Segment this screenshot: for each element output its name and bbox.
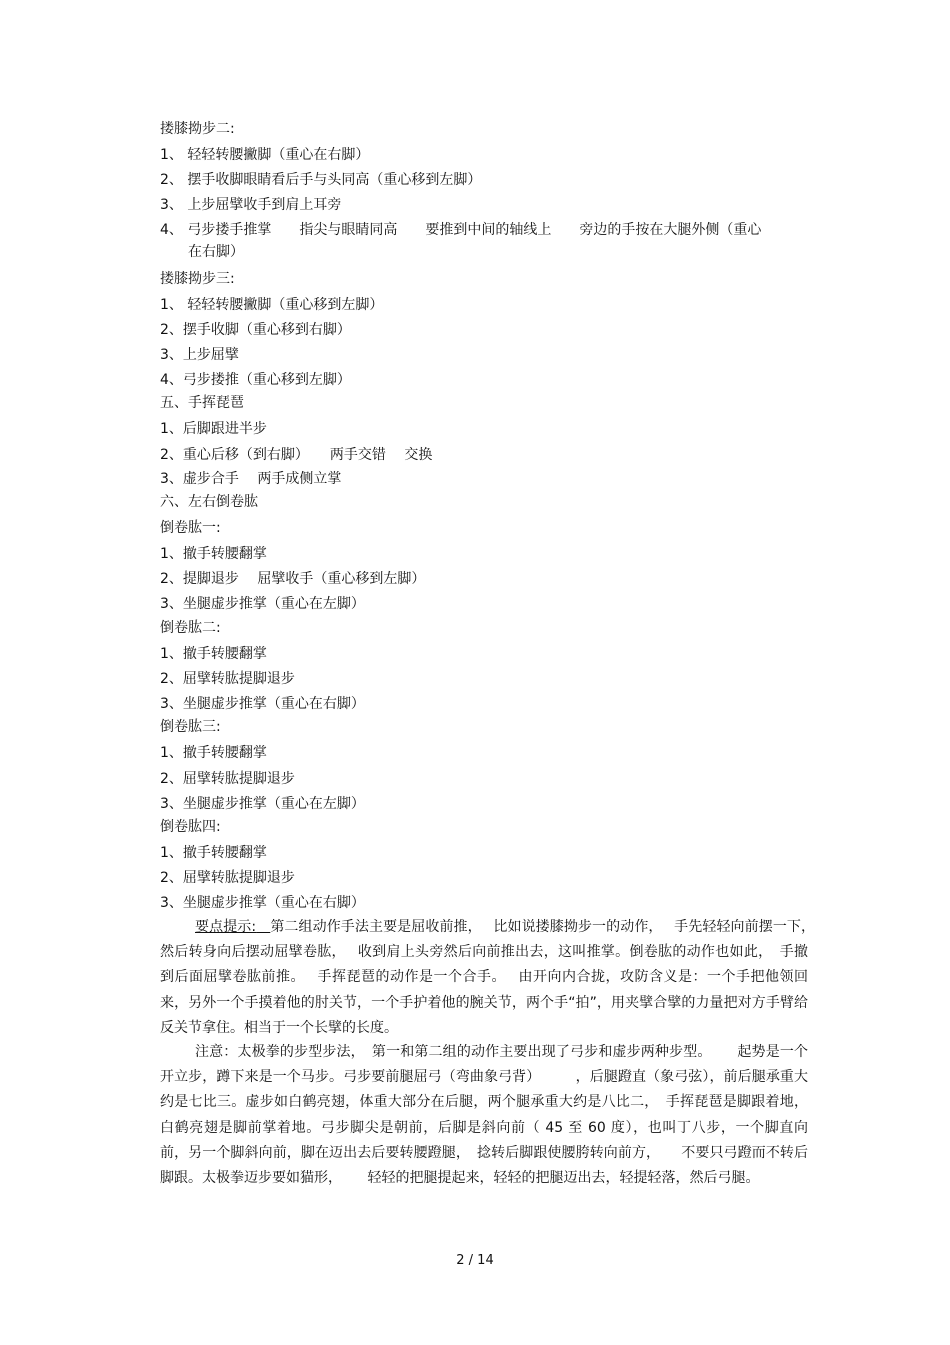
list-item: 1、 轻轻转腰撇脚（重心在右脚） [160, 147, 370, 163]
list-item: 1、撤手转腰翻掌 [160, 546, 267, 562]
list-item: 3、坐腿虚步推掌（重心在左脚） [160, 596, 365, 612]
note-paragraph: 注意：太极拳的步型步法， 第一和第二组的动作主要出现了弓步和虚步两种步型。 起势是一个开立步，蹲下来是一个马步。弓步要前腿屈弓（弯曲象弓背） ，后腿蹬直（象弓弦），前后腿承重大约是七比三。虚步如白鹤亮翅，体重大部分在后腿，两个腿承重大约是八比二， 手挥琵琶是脚跟着地，白鹤亮翅是脚前掌着地。弓步脚尖是朝前，后脚是斜向前（ 45 至 60 度），也叫丁八步，一个脚直向前，另一个脚斜向前，脚在迈出去后要转腰蹬腿， 捻转后脚跟使腰胯转向前方， 不要只弓蹬而不转后脚跟。太极拳迈步要如猫形， 轻轻的把腿提起来，轻轻的把腿迈出去，轻提轻落，然后弓腿。 [160, 1044, 808, 1187]
list-item: 4、弓步搂推（重心移到左脚） [160, 372, 351, 388]
section-heading: 倒卷肱四: [160, 819, 221, 835]
section-heading: 搂膝拗步二: [160, 121, 235, 137]
list-item: 3、坐腿虚步推掌（重心在左脚） [160, 796, 365, 812]
list-item: 2、重心后移（到右脚） 两手交错 交换 [160, 447, 433, 463]
list-item: 1、撤手转腰翻掌 [160, 646, 267, 662]
section-heading: 倒卷肱三: [160, 719, 221, 735]
list-item: 2、提脚退步 屈擘收手（重心移到左脚） [160, 571, 426, 587]
tips-label: 要点提示: [195, 919, 257, 935]
section-heading: 倒卷肱一: [160, 520, 221, 536]
list-item: 3、 上步屈擘收手到肩上耳旁 [160, 197, 342, 213]
list-item: 2、摆手收脚（重心移到右脚） [160, 322, 351, 338]
section-heading: 五、手挥琵琶 [160, 395, 244, 411]
tips-label-gap [256, 919, 270, 935]
list-item: 1、后脚跟进半步 [160, 421, 267, 437]
section-heading: 六、左右倒卷肱 [160, 494, 258, 510]
list-item: 2、屈擘转肱提脚退步 [160, 870, 295, 886]
list-item: 1、撤手转腰翻掌 [160, 845, 267, 861]
list-item: 2、屈擘转肱提脚退步 [160, 771, 295, 787]
list-item: 4、 弓步搂手推掌 指尖与眼睛同高 要推到中间的轴线上 旁边的手按在大腿外侧（重心 [160, 222, 762, 238]
list-item: 1、撤手转腰翻掌 [160, 745, 267, 761]
tips-paragraph [160, 915, 823, 1041]
section-heading: 搂膝拗步三: [160, 271, 235, 287]
page-number: 2 / 14 [456, 1253, 494, 1268]
list-item: 3、上步屈擘 [160, 347, 239, 363]
list-item: 3、坐腿虚步推掌（重心在右脚） [160, 696, 365, 712]
list-item: 1、 轻轻转腰撇脚（重心移到左脚） [160, 297, 384, 313]
list-item: 2、 摆手收脚眼睛看后手与头同高（重心移到左脚） [160, 172, 482, 188]
list-item: 2、屈擘转肱提脚退步 [160, 671, 295, 687]
section-heading: 倒卷肱二: [160, 620, 221, 636]
list-item: 3、虚步合手 两手成侧立掌 [160, 471, 342, 487]
list-item: 3、坐腿虚步推掌（重心在右脚） [160, 895, 365, 911]
tips-text: 第二组动作手法主要是屈收前推， 比如说搂膝拗步一的动作， 手先轻轻向前摆一下， 然后转身向后摆动屈擘卷肱， 收到肩上头旁然后向前推出去，这叫推掌。倒卷肱的动作也如此， 手撤到后面屈擘卷肱前推。 手挥琵琶的动作是一个合手。 由开向内合拢，攻防含义是：一个手把他领回来，另外一个手摸着他的肘关节，一个手护着他的腕关节，两个手“拍”，用夹擘合擘的力量把对方手臂给反关节拿住。相当于一个长擘的长度。 [160, 919, 823, 1036]
list-item-continuation: 在右脚） [188, 244, 244, 260]
